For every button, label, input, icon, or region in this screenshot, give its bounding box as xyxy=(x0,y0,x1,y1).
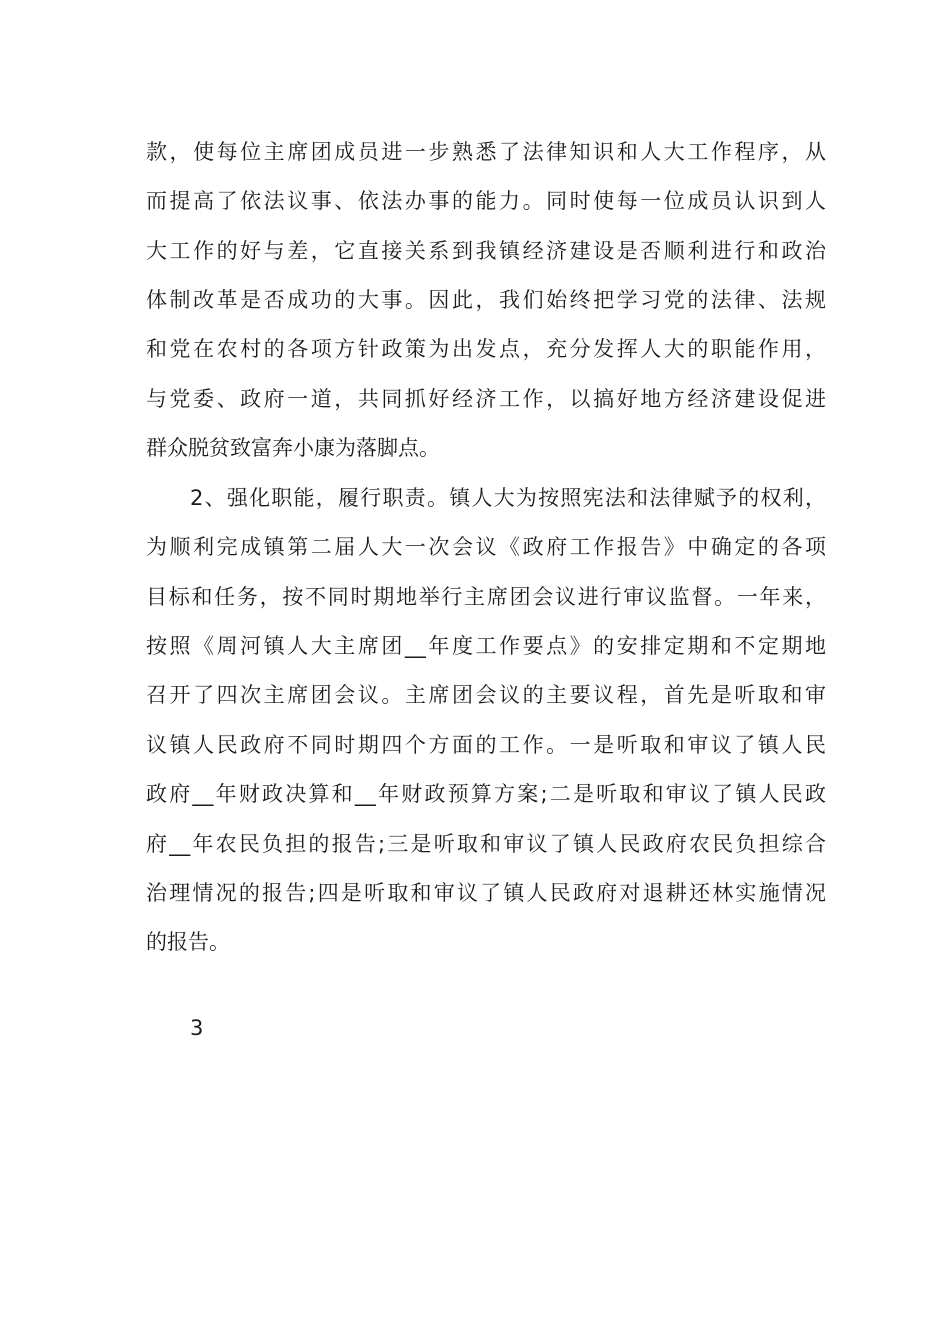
paragraph-2-line-2: 为顺利完成镇第二届人大一次会议《政府工作报告》中确定的各项 xyxy=(146,535,826,559)
paragraph-2-line-10: 的报告。 xyxy=(146,930,230,954)
paragraph-2-line-6: 议镇人民政府不同时期四个方面的工作。一是听取和审议了镇人民 xyxy=(146,733,826,757)
paragraph-1-line-4: 体制改革是否成功的大事。因此，我们始终把学习党的法律、法规 xyxy=(146,288,826,312)
paragraph-2-line-9: 治理情况的报告;四是听取和审议了镇人民政府对退耕还林实施情况 xyxy=(146,881,826,905)
paragraph-2-line-8: 府__年农民负担的报告;三是听取和审议了镇人民政府农民负担综合 xyxy=(146,832,826,856)
paragraph-2-line-7: 政府__年财政决算和__年财政预算方案;二是听取和审议了镇人民政 xyxy=(146,782,826,806)
paragraph-2-line-4: 按照《周河镇人大主席团__年度工作要点》的安排定期和不定期地 xyxy=(146,634,826,658)
paragraph-1-line-6: 与党委、政府一道，共同抓好经济工作，以搞好地方经济建设促进 xyxy=(146,387,826,411)
paragraph-2-line-3: 目标和任务，按不同时期地举行主席团会议进行审议监督。一年来， xyxy=(146,585,826,609)
page-number: 3 xyxy=(190,1016,204,1040)
paragraph-2-line-5: 召开了四次主席团会议。主席团会议的主要议程，首先是听取和审 xyxy=(146,683,826,707)
paragraph-1-line-7: 群众脱贫致富奔小康为落脚点。 xyxy=(146,436,440,460)
paragraph-2-line-1: 2、强化职能，履行职责。镇人大为按照宪法和法律赋予的权利， xyxy=(190,486,826,510)
paragraph-1-line-2: 而提高了依法议事、依法办事的能力。同时使每一位成员认识到人 xyxy=(146,189,826,213)
paragraph-1-line-1: 款，使每位主席团成员进一步熟悉了法律知识和人大工作程序，从 xyxy=(146,140,826,164)
paragraph-1-line-5: 和党在农村的各项方针政策为出发点，充分发挥人大的职能作用， xyxy=(146,337,826,361)
paragraph-1-line-3: 大工作的好与差，它直接关系到我镇经济建设是否顺利进行和政治 xyxy=(146,239,826,263)
